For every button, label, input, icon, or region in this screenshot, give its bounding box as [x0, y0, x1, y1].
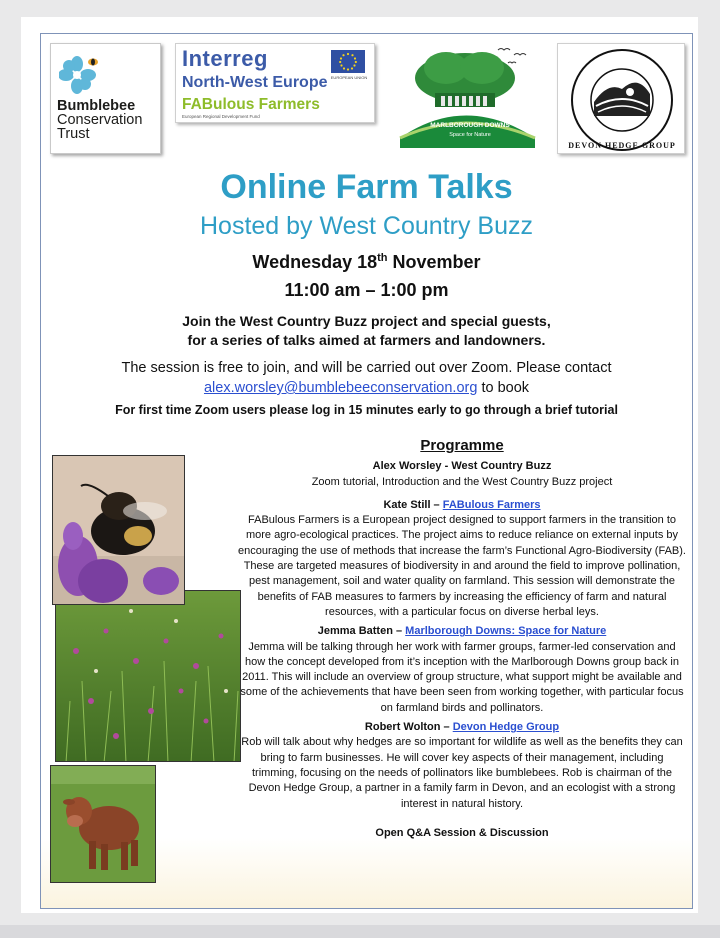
speaker-block-kate [238, 498, 686, 620]
marlborough-downs-link[interactable]: Marlborough Downs: Space for Nature [405, 625, 607, 638]
interreg-fund: European Regional Development Fund [182, 114, 260, 119]
speaker-name-text: Alex Worsley - West Country Buzz [372, 460, 552, 473]
closing-session: Open Q&A Session & Discussion [375, 826, 549, 839]
marlborough-name: MARLBOROUGH DOWNS [430, 122, 510, 129]
speaker-description: FABulous Farmers is a European project designed to support farmers in the transition to more agro-ecological practices. The project aims to reduce reliance on external inputs by encouraging the use of methods that increase the farm’s Functional Agro-Biodiversity (FAB). These are targeted measures of biodiversity in and around the field to improve pollination, pest management, soil and water quality on farmland. This session will demonstrate the benefits of FAB measures to farmers by increasing the efficiency of farm and natural resources, with a particular focus on diverse herbal leys. [238, 514, 686, 618]
page-title: Online Farm Talks [220, 168, 513, 206]
intro-text [40, 312, 693, 350]
intro-line-1: Join the West Country Buzz project and special guests, [182, 313, 551, 329]
bottom-strip [0, 925, 720, 938]
date-month: November [387, 252, 481, 272]
speaker-block-robert [238, 720, 686, 812]
eu-flag-icon [331, 50, 365, 73]
wildflower-field-photo [55, 590, 241, 762]
contact-email-link[interactable]: alex.worsley@bumblebeeconservation.org [203, 380, 478, 396]
bct-line-1: Bumblebee [57, 98, 136, 114]
zoom-note: For first time Zoom users please log in 15 minutes early to go through a brief tutorial [115, 403, 618, 417]
speaker-name [238, 459, 686, 474]
interreg-logo [175, 43, 375, 123]
marlborough-downs-logo [390, 38, 545, 150]
event-date [40, 252, 693, 273]
programme-heading: Programme [420, 437, 504, 454]
eu-label: EUROPEAN UNION [330, 75, 368, 80]
intro-line-2: for a series of talks aimed at farmers and landowners. [187, 332, 546, 348]
bct-line-3: Trust [57, 126, 90, 142]
speaker-block-alex [238, 459, 686, 490]
speaker-name-text: Kate Still – [383, 498, 443, 511]
booking-line-1: The session is free to join, and will be carried out over Zoom. Please contact [121, 360, 612, 376]
speaker-name-text: Robert Wolton – [364, 721, 453, 734]
devon-hedge-group-link[interactable]: Devon Hedge Group [452, 721, 560, 734]
speaker-name [238, 624, 686, 639]
booking-text [40, 358, 693, 398]
speaker-block-jemma [238, 624, 686, 716]
booking-suffix: to book [477, 380, 530, 396]
bumblebee-conservation-trust-logo [50, 43, 161, 154]
programme-section [238, 438, 686, 841]
bct-line-2: Conservation [57, 112, 143, 128]
interreg-project: FABulous Farmers [182, 96, 320, 113]
speaker-description: Rob will talk about why hedges are so important for wildlife as well as the benefits they can bring to farm businesses. He will cover key aspects of their management, including trimming, focusing on the needs of pollinators like bumblebees. Rob is chairman of the Devon Hedge Group, a partner in a family farm in Devon, and an ecologist with a strong interest in natural history. [241, 736, 683, 810]
speaker-name-text: Jemma Batten – [317, 625, 406, 638]
page-subtitle: Hosted by West Country Buzz [199, 212, 533, 240]
bct-wordmark [57, 99, 142, 141]
speaker-name [238, 498, 686, 513]
cow-photo [50, 765, 156, 883]
bumblebee-photo [52, 455, 185, 605]
devon-name: DEVON HEDGE GROUP [568, 141, 676, 150]
interreg-title: Interreg [182, 46, 268, 71]
date-ordinal: th [377, 252, 388, 264]
devon-hedge-group-logo [557, 43, 685, 154]
marlborough-tagline: Space for Nature [449, 132, 491, 138]
speaker-name [238, 720, 686, 735]
interreg-region: North-West Europe [182, 74, 328, 91]
bee-flower-icon [59, 54, 101, 96]
fabulous-farmers-link[interactable]: FABulous Farmers [442, 498, 541, 511]
speaker-description: Zoom tutorial, Introduction and the West Country Buzz project [311, 475, 613, 488]
speaker-description: Jemma will be talking through her work with farmer groups, farmer-led conservation and how the concept developed from it’s inception with the Marlborough Downs group back in 2011. This will include an overview of group structure, what support might be available and some of the achievements that have been seen from working together, with particular focus on farmland birds and pollinators. [240, 640, 684, 714]
event-time: 11:00 am – 1:00 pm [284, 280, 449, 300]
date-prefix: Wednesday 18 [252, 252, 378, 272]
